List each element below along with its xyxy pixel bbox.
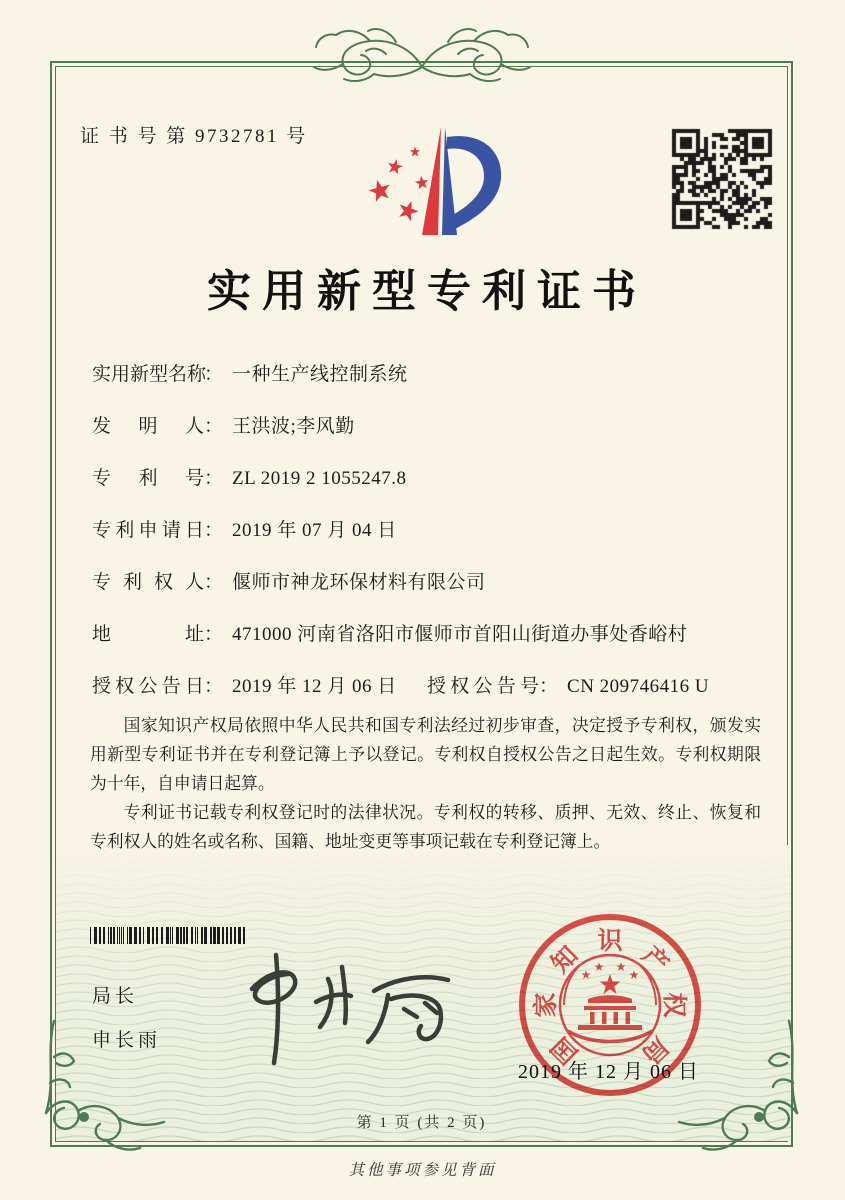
certificate-number-label: 证 书 号 第 xyxy=(80,126,188,147)
field-label: 地址 xyxy=(92,624,204,645)
certificate-title: 实用新型专利证书 xyxy=(207,267,647,316)
certificate-number-value: 9732781 xyxy=(195,126,280,147)
field-label: 专利申请日 xyxy=(92,520,204,541)
field-label: 实用新型名称 xyxy=(92,364,207,385)
national-emblem-icon xyxy=(560,955,660,1055)
signer-role: 局长 xyxy=(92,986,139,1007)
back-side-note: 其他事项参见背面 xyxy=(348,1162,497,1179)
field-value: 2019 年 07 月 04 日 xyxy=(232,520,397,541)
field-label: 授权公告日 xyxy=(92,676,204,697)
certificate-number-suffix: 号 xyxy=(286,126,308,147)
field-invention-name: 实用新型名称： 一种生产线控制系统 xyxy=(92,359,772,411)
field-value: 王洪波;李风勤 xyxy=(232,416,355,437)
field-label: 专利权人 xyxy=(92,572,204,593)
field-address: 地址： 471000 河南省洛阳市偃师市首阳山街道办事处香峪村 xyxy=(92,619,772,671)
signer-name: 申长雨 xyxy=(92,1030,162,1051)
field-value: CN 209746416 U xyxy=(567,676,710,697)
field-value: ZL 2019 2 1055247.8 xyxy=(232,468,407,489)
seal-char: 局 xyxy=(636,1031,674,1069)
legal-paragraph-1: 国家知识产权局依照中华人民共和国专利法经过初步审查，决定授予专利权，颁发实用新型专利证书并在专利登记簿上予以登记。专利权自授权公告之日起生效。专利权期限为十年，自申请日起算。 xyxy=(90,716,761,793)
field-grant-row: 授权公告日： 2019 年 12 月 06 日 授权公告号： CN 209746416 U xyxy=(92,671,772,723)
field-patentee: 专利权人： 偃师市神龙环保材料有限公司 xyxy=(92,567,772,619)
field-label: 专利号 xyxy=(92,468,204,489)
page-number: 第 1 页 (共 2 页) xyxy=(356,1115,487,1131)
field-label: 发明人 xyxy=(92,416,204,437)
barcode xyxy=(90,927,250,944)
corner-flourish-left xyxy=(38,1017,168,1157)
seal-char: 识 xyxy=(597,928,623,955)
field-list xyxy=(92,359,772,723)
seal-char: 知 xyxy=(546,941,584,979)
seal-date: 2019 年 12 月 06 日 xyxy=(518,1061,699,1083)
field-grant-number: 授权公告号： CN 209746416 U xyxy=(427,671,709,698)
seal-char: 家 xyxy=(533,992,560,1018)
legal-text xyxy=(90,711,761,856)
field-value: 一种生产线控制系统 xyxy=(232,364,408,385)
corner-flourish-right xyxy=(675,1017,805,1157)
signature xyxy=(224,949,469,1077)
field-label: 授权公告号 xyxy=(427,676,539,697)
field-value: 471000 河南省洛阳市偃师市首阳山街道办事处香峪村 xyxy=(232,624,688,645)
field-application-date: 专利申请日： 2019 年 07 月 04 日 xyxy=(92,515,772,567)
cnipa-logo-icon xyxy=(350,121,505,239)
seal-char: 产 xyxy=(636,941,674,979)
legal-paragraph-2: 专利证书记载专利权登记时的法律状况。专利权的转移、质押、无效、终止、恢复和专利权人的姓名或名称、国籍、地址变更等事项记载在专利登记簿上。 xyxy=(90,803,761,851)
field-value: 2019 年 12 月 06 日 xyxy=(232,676,397,697)
qr-code xyxy=(670,127,774,231)
certificate-border xyxy=(50,61,793,1147)
field-inventor: 发明人： 王洪波;李风勤 xyxy=(92,411,772,463)
field-patent-number: 专利号： ZL 2019 2 1055247.8 xyxy=(92,463,772,515)
seal-char: 国 xyxy=(546,1031,584,1069)
seal-char: 权 xyxy=(660,992,687,1018)
dragon-ornament xyxy=(272,21,572,105)
certificate-number xyxy=(80,121,308,148)
field-value: 偃师市神龙环保材料有限公司 xyxy=(232,572,486,593)
